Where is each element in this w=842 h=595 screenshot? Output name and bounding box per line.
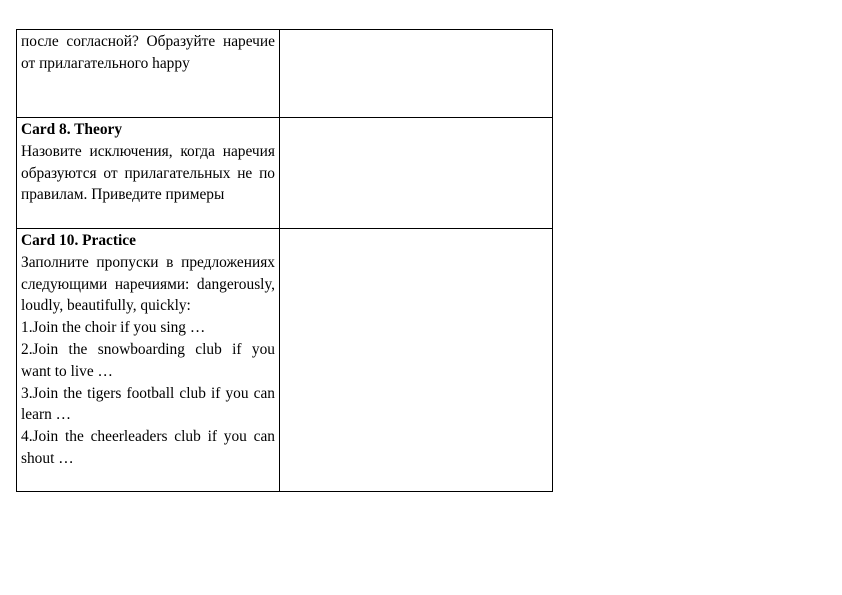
card-heading: Card 8. Theory <box>21 121 123 138</box>
exercise-item: 3.Join the tigers football club if you can learn … <box>21 384 275 424</box>
exercise-item: 4.Join the cheerleaders club if you can shout … <box>21 428 275 467</box>
answer-cell <box>280 229 553 492</box>
answer-cell <box>280 118 553 229</box>
card-heading: Card 10. Practice <box>21 232 136 249</box>
exercise-item: 2.Join the snowboarding club if you want to live … <box>21 340 275 380</box>
answer-cell <box>280 30 553 118</box>
question-cell <box>17 30 280 118</box>
question-text: Назовите исключения, когда наречия образуются от прилагательных не по правилам. Приведите примеры <box>21 142 275 204</box>
question-text: после согласной? Образуйте наречие от прилагательного happy <box>21 33 275 72</box>
question-text: Заполните пропуски в предложениях следующими наречиями: dangerously, loudly, beautifully, quickly: <box>21 253 275 315</box>
question-cell <box>17 118 280 229</box>
table-row <box>17 229 553 492</box>
table-row <box>17 30 553 118</box>
question-cell <box>17 229 280 492</box>
table-row <box>17 118 553 229</box>
worksheet-table <box>16 29 553 492</box>
exercise-item: 1.Join the choir if you sing … <box>21 319 206 337</box>
